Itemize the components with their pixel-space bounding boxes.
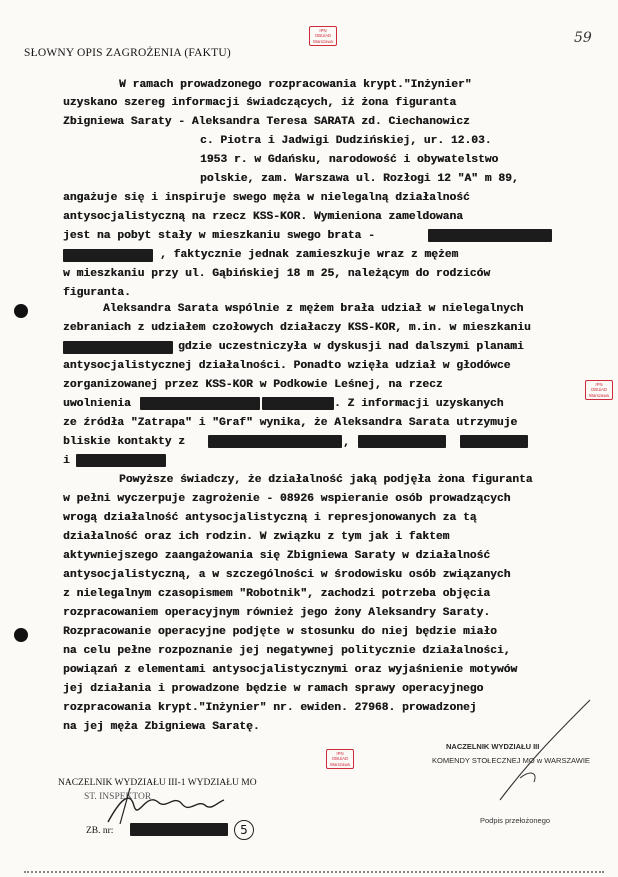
redaction-bar <box>140 397 260 410</box>
ipn-stamp: IPN OBUiAD Warszawa <box>585 380 613 400</box>
text-line: c. Piotra i Jadwigi Dudzińskiej, ur. 12.03. <box>200 135 492 147</box>
text-line: zorganizowanej przez KSS-KOR w Podkowie Leśnej, na rzecz <box>63 379 443 391</box>
text-line: Rozpracowanie operacyjne podjęte w stosunku do niej będzie miało <box>63 626 497 638</box>
text-line: 1953 r. w Gdańsku, narodowość i obywatelstwo <box>200 154 499 166</box>
punch-hole <box>14 628 28 642</box>
redaction-bar <box>460 435 528 448</box>
redaction-bar <box>428 229 552 242</box>
text-line: Aleksandra Sarata wspólnie z mężem brała udział w nielegalnych <box>103 303 524 315</box>
text-line: uwolnienia <box>63 398 131 410</box>
text-line: i <box>63 455 70 467</box>
reference-label: ZB. nr: <box>86 826 114 836</box>
text-line: bliskie kontakty z <box>63 436 186 448</box>
ipn-stamp: IPN OBUiAD Warszawa <box>309 26 337 46</box>
text-line: działalność oraz ich rodzin. W związku z tym jak i faktem <box>63 531 450 543</box>
bottom-edge <box>24 871 604 873</box>
text-line: na jej męża Zbigniewa Saratę. <box>63 721 260 733</box>
text-line: W ramach prowadzonego rozpracowania krypt."Inżynier" <box>119 79 472 91</box>
text-line: antysocjalistyczną, a w szczególności w środowisku osób związanych <box>63 569 511 581</box>
text-line: rozpracowania krypt."Inżynier" nr. ewiden. 27968. prowadzonej <box>63 702 477 714</box>
text-line: wrogą działalność antysocjalistyczną i represjonowanych za tą <box>63 512 477 524</box>
redaction-bar <box>262 397 334 410</box>
text-line: powiązań z elementami antysocjalistycznymi oraz wyjaśnienie motywów <box>63 664 518 676</box>
text-line: z nielegalnym czasopismem "Robotnik", zachodzi potrzeba objęcia <box>63 588 491 600</box>
ipn-stamp: IPN OBUiAD Warszawa <box>326 749 354 769</box>
redaction-bar <box>208 435 342 448</box>
attachment-number: 5 <box>234 820 254 840</box>
left-stamp-subtitle: ST. INSPEKTOR <box>84 792 152 802</box>
text-line: uzyskano szereg informacji świadczących, iż żona figuranta <box>63 97 457 109</box>
redaction-bar <box>63 249 153 262</box>
document-title: SŁOWNY OPIS ZAGROŻENIA (FAKTU) <box>24 47 231 59</box>
signature-stroke <box>460 690 600 810</box>
text-line: Powyższe świadczy, że działalność jaką podjęła żona figuranta <box>119 474 533 486</box>
text-line: polskie, zam. Warszawa ul. Rozłogi 12 "A" m 89, <box>200 173 519 185</box>
text-line: angażuje się i inspiruje swego męża w nielegalną działalność <box>63 192 470 204</box>
text-line: w mieszkaniu przy ul. Gąbińskiej 18 m 25, należącym do rodziców <box>63 268 491 280</box>
text-line: jej działania i prowadzone będzie w ramach sprawy operacyjnego <box>63 683 484 695</box>
redaction-bar <box>130 823 228 836</box>
supervisor-signature-label: Podpis przełożonego <box>480 816 551 825</box>
left-stamp-title: NACZELNIK WYDZIAŁU III-1 WYDZIAŁU MO <box>58 778 257 788</box>
redaction-bar <box>76 454 166 467</box>
text-line: figuranta. <box>63 287 131 299</box>
text-line: na celu pełne rozpoznanie jej negatywnej politycznie działalności, <box>63 645 511 657</box>
right-stamp-line-2: KOMENDY STOŁECZNEJ MO w WARSZAWIE <box>432 756 590 765</box>
text-line: , <box>343 437 350 449</box>
text-line: jest na pobyt stały w mieszkaniu swego brata - <box>63 230 375 242</box>
text-line: zebraniach z udziałem czołowych działaczy KSS-KOR, m.in. w mieszkaniu <box>63 322 531 334</box>
redaction-bar <box>358 435 446 448</box>
text-line: rozpracowaniem operacyjnym również jego żony Aleksandry Saraty. <box>63 607 491 619</box>
text-line: . Z informacji uzyskanych <box>334 398 504 410</box>
text-line: antysocjalistyczną na rzecz KSS-KOR. Wymieniona zameldowana <box>63 211 463 223</box>
page-number: 59 <box>574 30 592 46</box>
text-line: ze źródła "Zatrapa" i "Graf" wynika, że Aleksandra Sarata utrzymuje <box>63 417 518 429</box>
punch-hole <box>14 304 28 318</box>
right-stamp-line-1: NACZELNIK WYDZIAŁU III <box>446 742 540 751</box>
text-line: Zbigniewa Saraty - Aleksandra Teresa SARATA zd. Ciechanowicz <box>63 116 470 128</box>
text-line: w pełni wyczerpuje zagrożenie - 08926 wspieranie osób prowadzących <box>63 493 511 505</box>
text-line: antysocjalistycznej działalności. Ponadto wzięła udział w głodówce <box>63 360 511 372</box>
redaction-bar <box>63 341 173 354</box>
text-line: , faktycznie jednak zamieszkuje wraz z mężem <box>160 249 459 261</box>
text-line: gdzie uczestniczyła w dyskusji nad dalszymi planami <box>178 341 524 353</box>
text-line: aktywniejszego zaangażowania się Zbigniewa Saraty w działalność <box>63 550 491 562</box>
